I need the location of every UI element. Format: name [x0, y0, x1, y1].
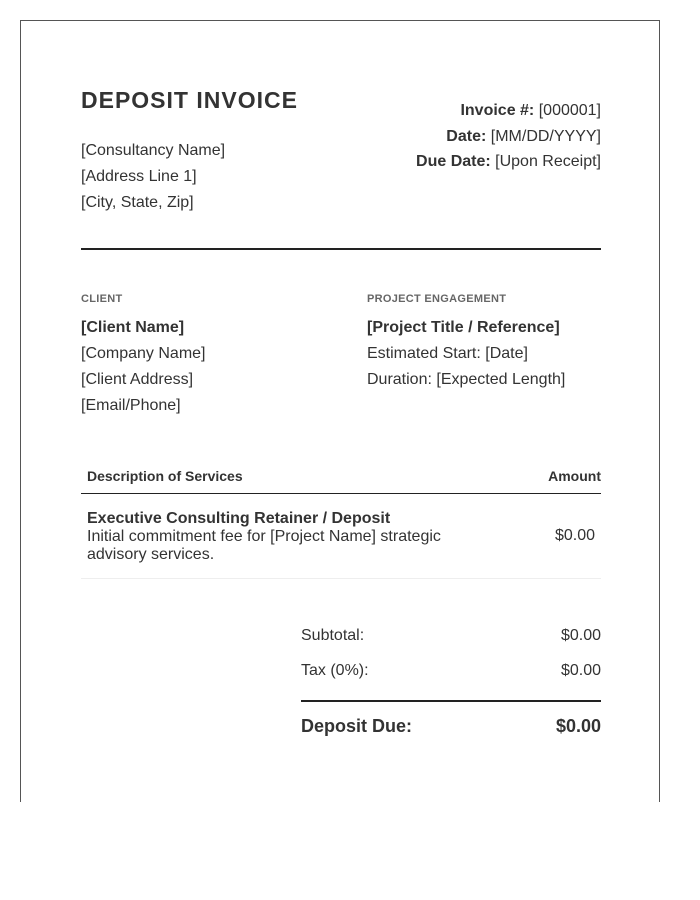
client-name: [Client Name]	[81, 319, 185, 336]
deposit-due-row	[301, 716, 601, 740]
invoice-page	[20, 20, 660, 802]
invoice-number-label: Invoice #:	[460, 102, 535, 119]
invoice-due-date-line	[416, 149, 601, 175]
subtotal-row	[301, 627, 601, 662]
client-section	[81, 293, 206, 419]
deposit-due-label: Deposit Due:	[301, 716, 413, 736]
subtotal-label: Subtotal:	[301, 627, 365, 644]
tax-value: $0.00	[560, 662, 601, 679]
invoice-date-line	[416, 124, 601, 150]
services-table	[81, 467, 601, 579]
invoice-title: DEPOSIT INVOICE	[81, 87, 298, 113]
client-company: [Company Name]	[81, 345, 206, 362]
tax-row	[301, 662, 601, 697]
invoice-date-value: [MM/DD/YYYY]	[490, 127, 601, 145]
totals-block	[301, 627, 601, 736]
service-description: Initial commitment fee for [Project Name] strategic advisory services.	[87, 528, 441, 563]
tax-label: Tax (0%):	[301, 662, 369, 679]
invoice-meta-block	[416, 98, 601, 175]
sender-name: [Consultancy Name]	[81, 142, 226, 159]
deposit-due-value: $0.00	[555, 716, 601, 736]
column-header-description: Description of Services	[87, 468, 243, 484]
invoice-due-date-label: Due Date:	[416, 153, 491, 170]
sender-address-line-1: [Address Line 1]	[81, 168, 197, 185]
service-title: Executive Consulting Retainer / Deposit	[87, 510, 391, 527]
client-contact: [Email/Phone]	[81, 397, 181, 414]
services-table-header	[81, 467, 601, 494]
subtotal-value: $0.00	[560, 627, 601, 644]
project-duration: Duration: [Expected Length]	[367, 371, 566, 388]
client-details	[81, 315, 206, 419]
invoice-date-label: Date:	[446, 127, 487, 145]
invoice-number-value: [000001]	[538, 102, 601, 119]
client-address: [Client Address]	[81, 371, 194, 388]
project-section-label: PROJECT ENGAGEMENT	[367, 293, 507, 305]
sender-city-state-zip: [City, State, Zip]	[81, 194, 194, 211]
table-row	[81, 494, 601, 579]
project-section	[367, 293, 565, 393]
invoice-number-line	[416, 98, 601, 124]
service-amount: $0.00	[554, 527, 595, 544]
project-estimated-start: Estimated Start: [Date]	[367, 345, 528, 362]
project-title: [Project Title / Reference]	[367, 319, 560, 336]
service-description-cell	[87, 509, 467, 564]
header-divider	[81, 248, 601, 250]
project-details	[367, 315, 565, 393]
invoice-due-date-value: [Upon Receipt]	[495, 153, 601, 170]
totals-divider	[301, 700, 601, 702]
client-section-label: CLIENT	[81, 293, 123, 305]
column-header-amount: Amount	[548, 468, 601, 484]
sender-address-block	[81, 138, 225, 216]
